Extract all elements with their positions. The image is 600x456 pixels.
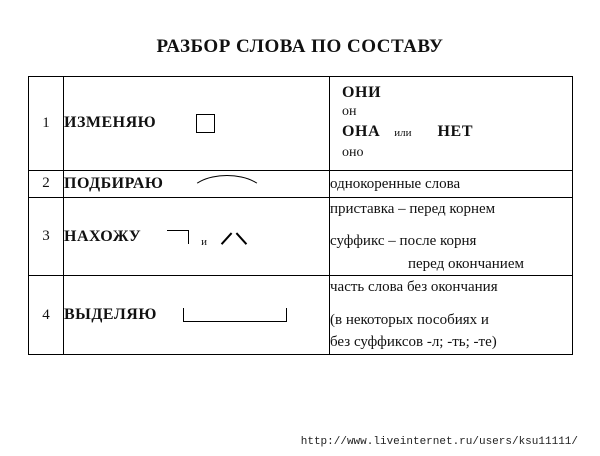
result-line: однокоренные слова (330, 175, 461, 192)
row-number: 1 (29, 77, 64, 171)
prefix-bracket-icon (167, 230, 189, 244)
action-label: ВЫДЕЛЯЮ (64, 306, 157, 324)
result-line: суффикс – после корня (330, 233, 477, 250)
suffix-caret-icon (223, 229, 245, 245)
source-url: http://www.liveinternet.ru/users/ksu11111/ (300, 436, 578, 448)
row-number: 3 (29, 197, 64, 276)
result-conjunction: или (394, 127, 412, 140)
spacer (330, 299, 572, 309)
result-line: без суффиксов -л; -ть; -те) (330, 334, 497, 351)
row-result-cell (330, 170, 573, 197)
row-action-cell (64, 170, 330, 197)
result-line: перед окончанием (408, 255, 524, 272)
action-label: ПОДБИРАЮ (64, 174, 164, 192)
row-number: 4 (29, 276, 64, 355)
row-action-cell (64, 276, 330, 355)
symbol-conjunction: и (201, 235, 208, 248)
row-result-cell (330, 77, 573, 171)
action-label: НАХОЖУ (64, 227, 142, 245)
result-line: оно (342, 144, 364, 160)
result-line: часть слова без окончания (330, 279, 498, 296)
result-line: он (342, 104, 357, 119)
result-line: приставка – перед корнем (330, 200, 496, 217)
table-row (29, 77, 573, 171)
result-line-group (342, 121, 562, 143)
row-result-cell (330, 276, 573, 355)
ending-square-icon (196, 114, 215, 133)
table-row (29, 197, 573, 276)
page-title: РАЗБОР СЛОВА ПО СОСТАВУ (156, 36, 444, 57)
row-action-cell (64, 197, 330, 276)
result-line: ОНИ (342, 84, 382, 101)
word-analysis-table (28, 76, 573, 355)
action-label: ИЗМЕНЯЮ (64, 114, 157, 132)
stem-bracket-icon (183, 308, 287, 322)
table-row (29, 276, 573, 355)
root-arc-icon (189, 171, 267, 197)
result-word-ona: ОНА (342, 123, 381, 141)
row-result-cell (330, 197, 573, 276)
spacer (330, 220, 572, 230)
result-line: (в некоторых пособиях и (330, 311, 489, 328)
row-number: 2 (29, 170, 64, 197)
table-row (29, 170, 573, 197)
result-word-net: НЕТ (437, 123, 474, 141)
row-action-cell (64, 77, 330, 171)
